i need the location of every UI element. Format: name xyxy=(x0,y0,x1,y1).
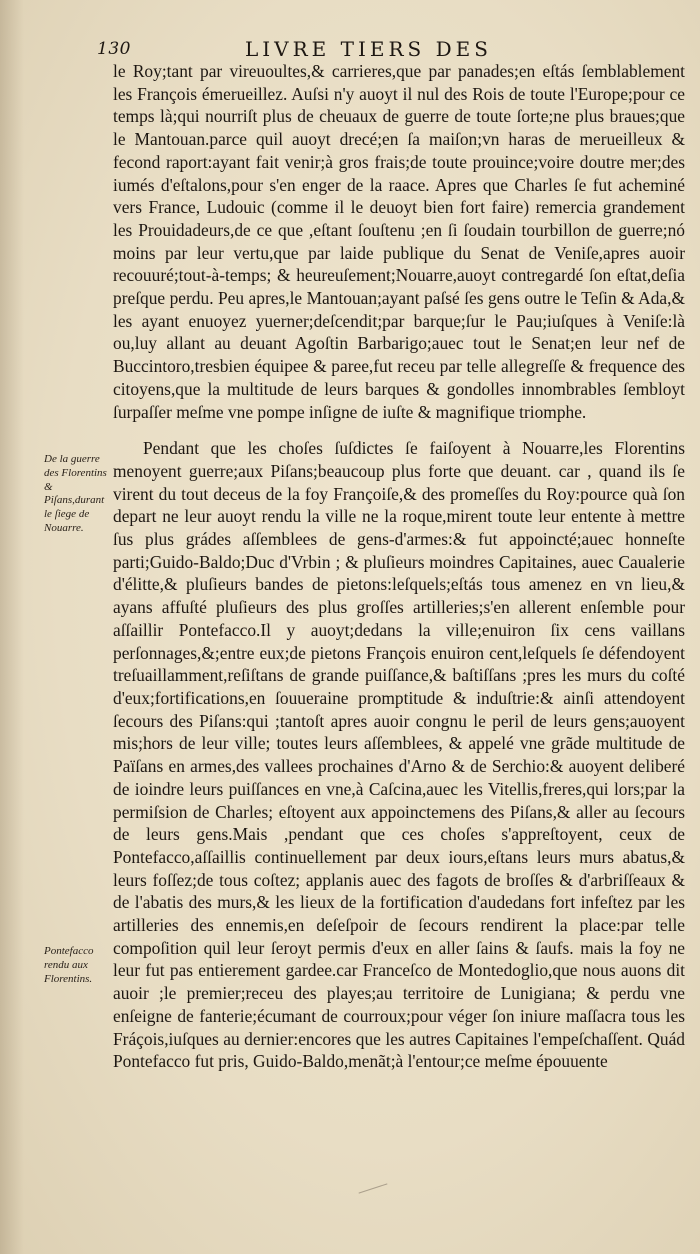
margin-note-florentine-war: De la guerre des Florentins & Piſans,durant le ſiege de Nouarre. xyxy=(44,453,107,534)
main-text xyxy=(113,60,685,1073)
page-number: 130 xyxy=(97,39,131,59)
paper-mark xyxy=(359,1183,388,1193)
binding-shadow xyxy=(0,0,24,1254)
margin-note-pontefacco: Pontefacco rendu aux Florentins. xyxy=(44,945,94,985)
paragraph-1: le Roy;tant par vireuoultes,& carrieres,que par panades;en eſtás ſemblablement les François émerueillez. Auſsi n'y auoyt il nul des Rois de toute l'Europe;pour ce temps là;qui nourriſt plus de cheuaux de guerre de toute ſorte;ne plus braues;que le Mantouan.parce quil auoyt drecé;en ſa maiſon;vn haras de merueilleux & fecond raport:ayant fait venir;à gros frais;de toute prouince;voire doutre mer;des iumés d'eſtalons,pour s'en enger de la raace. Apres que Charles ſe fut acheminé vers France, Ludouic (comme il le deuoyt bien fort faire) remercia grandement les Prouidadeurs,de ce que ,eſtant ſouſtenu ;en ſi ſoudain tourbillon de guerre;nó moins par leur vertu,que par laide publique du Senat de Veniſe,apres auoir recouuré;tout-à-temps; & heureuſement;Nouarre,auoyt contregardé ſon eſtat,deſia preſque perdu. Peu apres,le Mantouan;ayant paſsé ſes gens outre le Teſin & Ada,& les ayant enuoyez yuerner;deſcendit;par barque;ſur le Pau;iuſques à Veniſe:là ou,luy allant au deuant Agoſtin Barbarigo;auec tout le Senat;en leur nef de Buccintoro,tresbien équipee & paree,fut receu par telle allegreſſe & frequence des citoyens,que la multitude de leurs barques & gondolles innombrables ſembloyt ſurpaſſer meſme vne pompe inſigne de iuſte & magnifique triomphe. xyxy=(113,61,685,422)
running-head: LIVRE TIERS DES xyxy=(245,37,492,61)
paragraph-2: Pendant que les choſes ſuſdictes ſe faiſoyent à Nouarre,les Florentins menoyent guerre;aux Piſans;beaucoup plus forte que deuant. car , quand ils ſe virent du tout deceus de la foy Françoiſe,& des promeſſes du Roy:pource quà ſon depart ne leur auoyt rendu la ville ne la roque,mirent toute leur entente à mettre ſus plus grádes aſſemblees de gens-d'armes:& fut appoincté;auec honneſte parti;Guido-Baldo;Duc d'Vrbin ; & pluſieurs moindres Capitaines, auec Caualerie d'élitte,& pluſieurs bandes de pietons:leſquels;eſtás tous amenez en vn lieu,& ayans affuſté pluſieurs des plus groſſes artilleries;s'en allerent enſemble pour aſſaillir Pontefacco.Il y auoyt;dedans la ville;enuiron ſix cens vaillans perſonnages,&;entre eux;de pietons François enuiron cent,leſquels ſe défendoyent treſuaillamment,reſiſtans de grande puiſſance,& baſtiſſans ;pres les murs du coſté d'eux;fortifications,en ſouueraine promptitude & induſtrie:& ainſi attendoyent ſecours des Piſans:qui ;tantoſt apres auoir congnu le peril de leurs gens;auoyent mis;hors de leur ville; toutes leurs aſſemblees, & appelé vne grãde multitude de Païſans en armes,des vallees prochaines d'Arno & de Serchio:& auoyent deliberé de ioindre leurs puiſſances en vne,à Caſcina,auec les Vitellis,freres,qui lors;par la permiſsion de Charles; eſtoyent aux appoinctemens des Piſans,& aller au ſecours de leurs gens.Mais ,pendant que ces choſes s'appreſtoyent, ceux de Pontefacco,aſſaillis continuellement par deux iours,eſtans leurs murs abatus,& leurs foſſez;de tous coſtez; applanis auec des fagots de broſſes & d'arbriſſeaux & de l'abatis des murs,& les lieux de la fortification d'audedans fort infeſtez par les artilleries des ennemis,en deſeſpoir de ſecours rendirent la place:par telle compoſition quil leur ſeroyt permis d'eux en aller ſains & ſaufs. mais la foy ne leur fut pas entierement gardee.car Franceſco de Montedoglio,que nous auons dit auoir ;le premier;receu des playes;au territoire de Lunigiana; & perdu vne enſeigne de fanterie;écumant de courroux;pour véger ſon iniure maſſacra tous les Fráçois,iuſques au dernier:encores que les autres Capitaines l'empeſchaſſent. Quád Pontefacco fut pris, Guido-Baldo,menãt;à l'entour;ce meſme épouuente xyxy=(113,438,685,1072)
